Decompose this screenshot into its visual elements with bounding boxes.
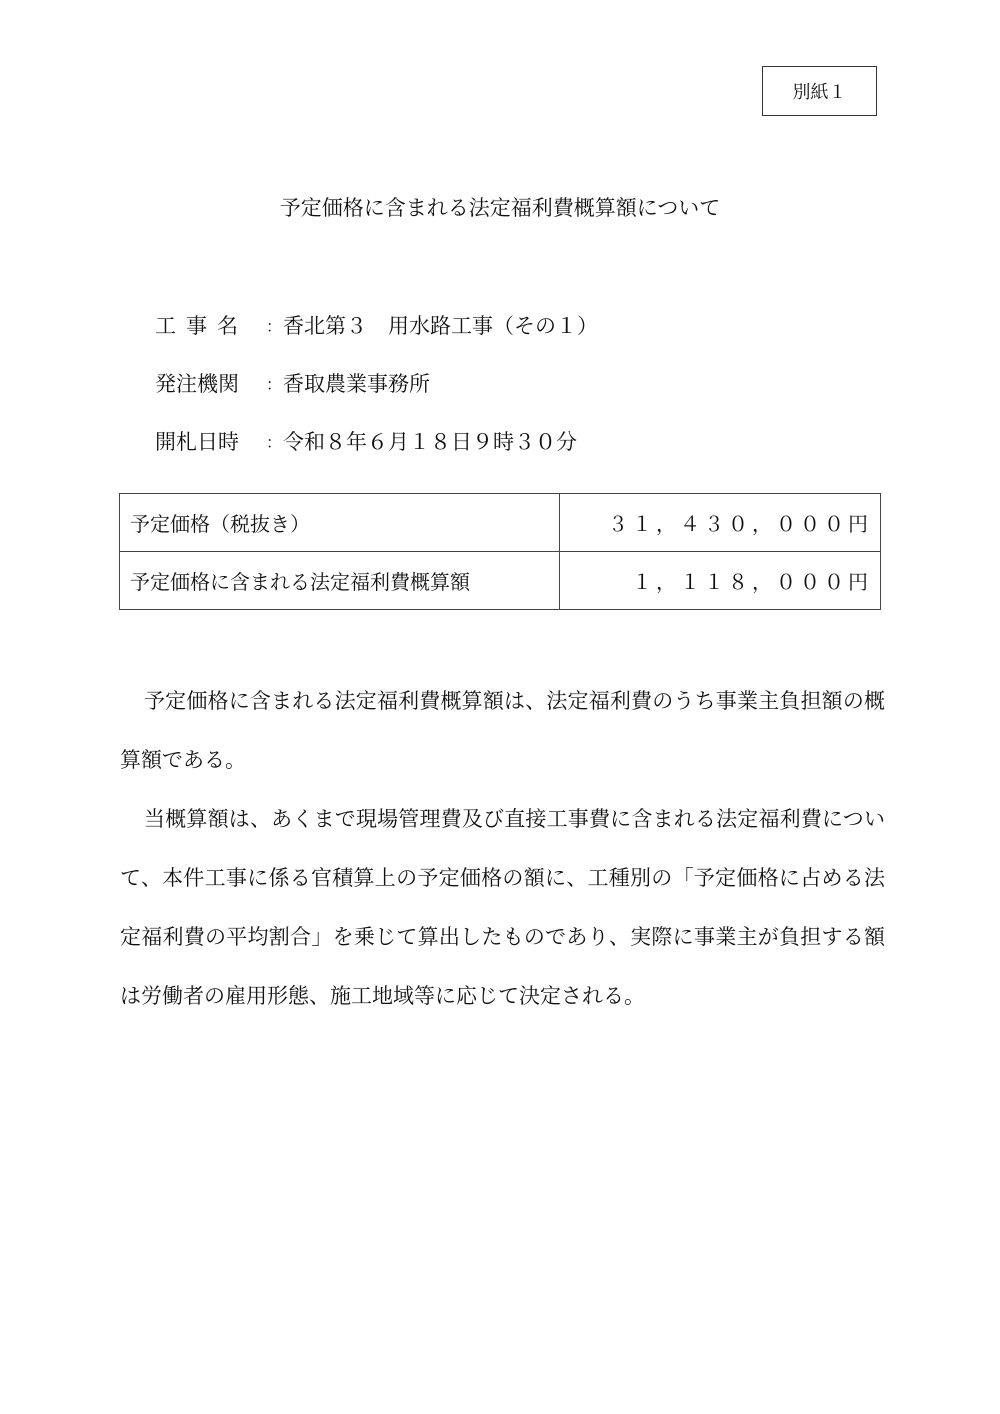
paragraph-definition: 予定価格に含まれる法定福利費概算額は、法定福利費のうち事業主負担額の概算額である。 — [120, 689, 885, 772]
work-name-label: 工事名 — [155, 314, 248, 338]
attachment-label-text: 別紙１ — [792, 82, 847, 103]
agency-colon: ： — [265, 374, 282, 394]
bid-date-value: 令和８年６月１８日９時３０分 — [283, 430, 577, 454]
price-table — [119, 493, 881, 610]
info-bid-date — [155, 426, 577, 456]
agency-value: 香取農業事務所 — [283, 372, 430, 396]
work-name-value: 香北第３ 用水路工事（その１） — [283, 314, 598, 338]
bid-date-label: 開札日時 — [155, 430, 239, 454]
planned-price-label: 予定価格（税抜き） — [120, 494, 560, 552]
table-row — [120, 552, 881, 610]
table-row — [120, 494, 881, 552]
work-name-colon: ： — [265, 316, 282, 336]
planned-price-value: ３１，４３０，０００円 — [560, 494, 881, 552]
welfare-cost-value: １，１１８，０００円 — [560, 552, 881, 610]
bid-date-colon: ： — [265, 432, 282, 452]
info-work-name — [155, 310, 598, 340]
agency-label: 発注機関 — [155, 372, 239, 396]
paragraph-explanation: 当概算額は、あくまで現場管理費及び直接工事費に含まれる法定福利費について、本件工事に係る官積算上の予定価格の額に、工種別の「予定価格に占める法定福利費の平均割合」を乗じて算出したものであり、実際に事業主が負担する額は労働者の雇用形態、施工地域等に応じて決定される。 — [120, 807, 885, 1008]
info-agency — [155, 368, 430, 398]
document-title: 予定価格に含まれる法定福利費概算額について — [279, 196, 721, 220]
attachment-label — [762, 66, 877, 116]
welfare-cost-label: 予定価格に含まれる法定福利費概算額 — [120, 552, 560, 610]
